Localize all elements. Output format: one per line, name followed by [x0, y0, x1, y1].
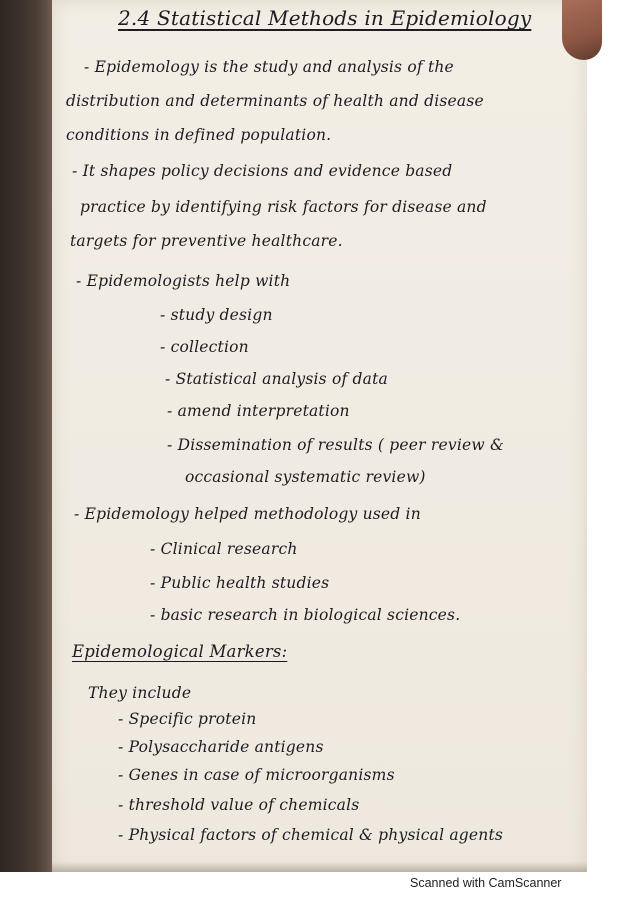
text-line: - Epidemologists help with: [76, 272, 291, 290]
text-line: practice by identifying risk factors for disease and: [80, 198, 487, 216]
thumb-shadow: [562, 0, 602, 60]
text-line: - It shapes policy decisions and evidence based: [72, 162, 453, 180]
text-line: - Physical factors of chemical & physical agents: [118, 826, 504, 844]
background-edge: [0, 0, 52, 872]
text-line: - Public health studies: [150, 574, 330, 592]
text-line: - basic research in biological sciences.: [150, 606, 461, 624]
text-line: - collection: [160, 338, 249, 356]
text-line: - Dissemination of results ( peer review &: [167, 436, 504, 454]
scanner-watermark: Scanned with CamScanner: [410, 876, 562, 890]
text-line: - Clinical research: [150, 540, 298, 558]
text-line: targets for preventive healthcare.: [70, 232, 343, 250]
text-line: - Genes in case of microorganisms: [118, 766, 395, 784]
text-line: - Statistical analysis of data: [165, 370, 388, 388]
text-line: - amend interpretation: [167, 402, 350, 420]
text-line: They include: [88, 684, 192, 702]
text-line: - Polysaccharide antigens: [118, 738, 324, 756]
text-line: occasional systematic review): [185, 468, 426, 486]
text-line: - Epidemology helped methodology used in: [74, 505, 421, 523]
text-line: - threshold value of chemicals: [118, 796, 360, 814]
text-line: - Epidemology is the study and analysis of the: [84, 58, 454, 76]
text-line: - study design: [160, 306, 273, 324]
paper-bottom-edge: [52, 862, 587, 872]
text-line: distribution and determinants of health and disease: [66, 92, 484, 110]
section-heading: Epidemological Markers:: [72, 642, 288, 661]
text-line: conditions in defined population.: [66, 126, 332, 144]
page-title: 2.4 Statistical Methods in Epidemiology: [118, 6, 532, 30]
text-line: - Specific protein: [118, 710, 257, 728]
